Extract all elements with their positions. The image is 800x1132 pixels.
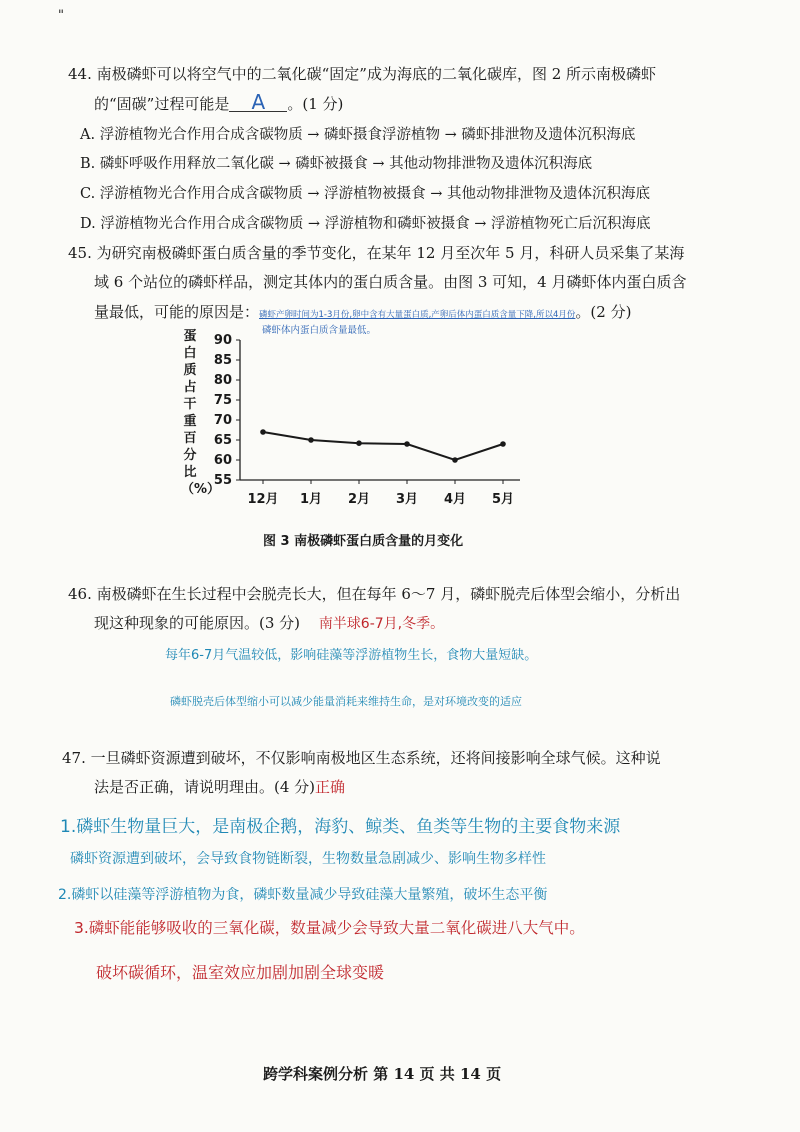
q45-line3-before: 量最低，可能的原因是： — [94, 303, 260, 321]
q44-option-b: B. 磷虾呼吸作用释放二氧化碳 → 磷虾被摄食 → 其他动物排泄物及遗体沉积海底 — [80, 156, 593, 172]
q44-option-c: C. 浮游植物光合作用合成含碳物质 → 浮游植物被摄食 → 其他动物排泄物及遗体沉积海底 — [80, 186, 651, 202]
q47-answer-2: 磷虾资源遭到破坏，会导致食物链断裂，生物数量急剧减少、影响生物多样性 — [70, 851, 546, 867]
y-tick-label: 90 — [213, 333, 232, 348]
q45-line3 — [94, 301, 631, 322]
q44-option-d: D. 浮游植物光合作用合成含碳物质 → 浮游植物和磷虾被摄食 → 浮游植物死亡后沉积海底 — [80, 216, 651, 232]
data-point — [404, 441, 410, 447]
chart-caption: 图 3 南极磷虾蛋白质含量的月变化 — [263, 534, 464, 549]
q45-line2: 域 6 个站位的磷虾样品，测定其体内的蛋白质含量。由图 3 可知，4 月磷虾体内蛋白质含 — [94, 273, 687, 291]
q46-line2-text: 现这种现象的可能原因。(3 分) — [94, 614, 301, 632]
q45-handwritten-answer-2: 磷虾体内蛋白质含量最低。 — [262, 325, 377, 336]
series-line — [263, 432, 503, 460]
chart-y-axis-label: 蛋白质占干重百分比（%） — [181, 329, 221, 497]
q44-stem-after: 。(1 分) — [287, 95, 344, 113]
q45-line1: 45. 为研究南极磷虾蛋白质含量的季节变化，在某年 12 月至次年 5 月，科研人员采集了某海 — [68, 244, 685, 262]
q47-verdict: 正确 — [315, 778, 346, 796]
q44-stem-before: 的“固碳”过程可能是 — [94, 95, 230, 113]
y-tick-label: 65 — [213, 433, 232, 448]
y-tick-label: 70 — [213, 413, 232, 428]
data-point — [500, 441, 506, 447]
q46-line1: 46. 南极磷虾在生长过程中会脱壳长大，但在每年 6～7 月，磷虾脱壳后体型会缩小，分析出 — [68, 585, 681, 603]
data-point — [308, 437, 314, 443]
data-point — [452, 457, 458, 463]
q46-line2 — [94, 612, 444, 633]
q47-line2 — [94, 776, 345, 797]
x-tick-label: 12月 — [247, 492, 279, 507]
y-tick-label: 85 — [213, 353, 232, 368]
data-point — [260, 429, 266, 435]
q44-option-a: A. 浮游植物光合作用合成含碳物质 → 磷虾摄食浮游植物 → 磷虾排泄物及遗体沉积海底 — [80, 127, 636, 143]
protein-content-chart — [200, 328, 540, 518]
q47-answer-4: 3.磷虾能能够吸收的三氧化碳，数量减少会导致大量二氧化碳进八大气中。 — [74, 919, 585, 937]
x-tick-label: 2月 — [347, 492, 371, 507]
page-mark: " — [58, 8, 64, 23]
x-tick-label: 3月 — [395, 492, 419, 507]
q44-stem-line1: 44. 南极磷虾可以将空气中的二氧化碳“固定”成为海底的二氧化碳库，图 2 所示南极磷虾 — [68, 65, 657, 83]
q45-line3-after: 。(2 分) — [575, 303, 632, 321]
y-tick-label: 60 — [213, 453, 232, 468]
q47-answer-5: 破坏碳循环，温室效应加剧加剧全球变暖 — [96, 963, 385, 982]
x-tick-label: 1月 — [299, 492, 323, 507]
data-point — [356, 440, 362, 446]
y-tick-label: 80 — [213, 373, 232, 388]
q46-handwritten-red: 南半球6-7月,冬季。 — [318, 616, 445, 632]
q47-answer-1: 1.磷虾生物量巨大，是南极企鹅，海豹、鲸类、鱼类等生物的主要食物来源 — [60, 817, 621, 837]
x-tick-label: 5月 — [491, 492, 515, 507]
y-tick-label: 55 — [213, 473, 232, 488]
q47-answer-3: 2.磷虾以硅藻等浮游植物为食，磷虾数量减少导致硅藻大量繁殖，破坏生态平衡 — [58, 887, 548, 903]
q47-line2-text: 法是否正确，请说明理由。(4 分) — [94, 778, 316, 796]
q46-handwritten-answer-2: 磷虾脱壳后体型缩小可以减少能量消耗来维持生命，是对环境改变的适应 — [170, 695, 522, 708]
q47-line1: 47. 一旦磷虾资源遭到破坏，不仅影响南极地区生态系统，还将间接影响全球气候。这种说 — [62, 749, 661, 767]
q45-handwritten-answer-1: 磷虾产卵时间为1-3月份,卵中含有大量蛋白质,产卵后体内蛋白质含量下降,所以4月份 — [259, 310, 576, 320]
x-tick-label: 4月 — [443, 492, 467, 507]
q44-answer-blank: A — [229, 93, 287, 112]
y-tick-label: 75 — [213, 393, 232, 408]
q46-handwritten-answer-1: 每年6-7月气温较低，影响硅藻等浮游植物生长，食物大量短缺。 — [165, 648, 538, 663]
q44-stem-line2 — [94, 90, 344, 114]
page-footer: 跨学科案例分析 第 14 页 共 14 页 — [263, 1065, 502, 1083]
